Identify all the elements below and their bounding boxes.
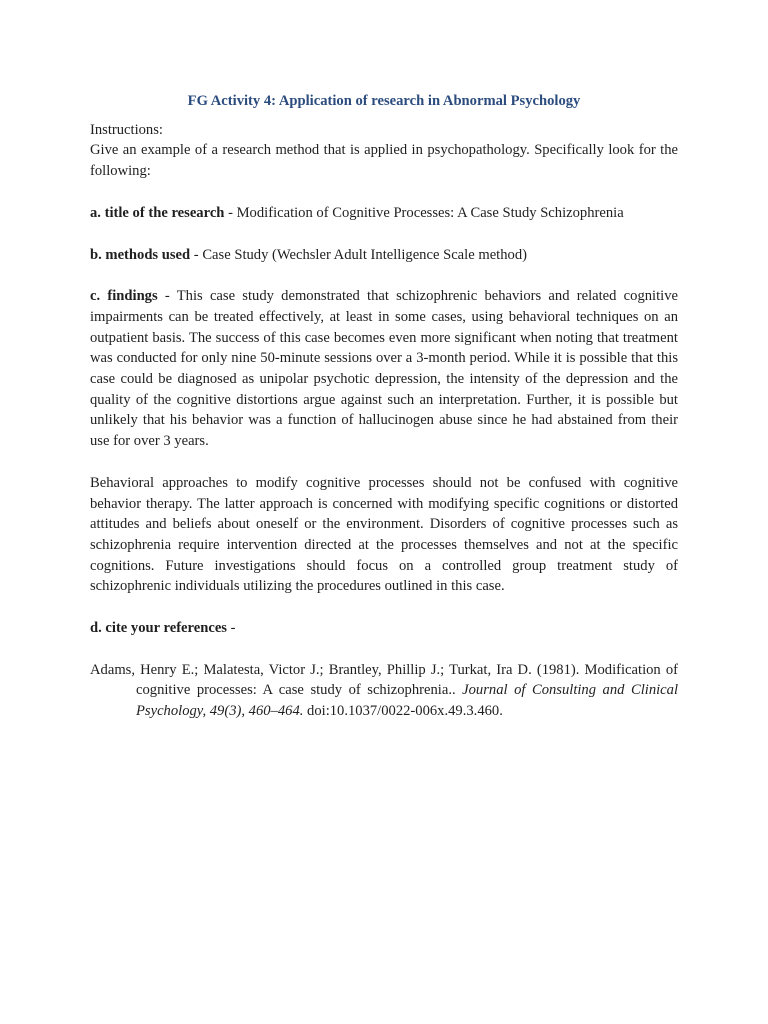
instructions-text: Give an example of a research method that is applied in psychopathology. Specifically look for the following: [90, 142, 678, 180]
item-a-text: - Modification of Cognitive Processes: A Case Study Schizophrenia [224, 204, 624, 221]
reference-journal: Journal of Consulting and Clinical Psychology, 49(3), 460–464. [136, 682, 678, 720]
document-page [90, 91, 678, 722]
item-a [90, 203, 678, 224]
item-b [90, 245, 678, 266]
reference-entry [90, 660, 678, 722]
item-b-text: - Case Study (Wechsler Adult Intelligence Scale method) [190, 246, 527, 263]
document-title: FG Activity 4: Application of research in Abnormal Psychology [187, 93, 581, 109]
reference-doi: doi:10.1037/0022-006x.49.3.460. [303, 703, 503, 720]
item-c-label: c. findings [90, 288, 158, 305]
reference-authors-title: Adams, Henry E.; Malatesta, Victor J.; Brantley, Phillip J.; Turkat, Ira D. (1981). Modification of cognitive processes: A case study of schizophrenia.. [90, 661, 678, 699]
instructions-heading: Instructions: [90, 121, 163, 138]
item-d [90, 618, 678, 639]
item-c [90, 286, 678, 452]
item-c-text: - This case study demonstrated that schizophrenic behaviors and related cognitive impairments can be treated effectively, at least in some cases, using behavioral techniques on an outpatient basis. The success of this case becomes even more significant when noting that treatment was conducted for only nine 50-minute sessions over a 3-month period. While it is possible that this case could be diagnosed as unipolar psychotic depression, the intensity of the depression and the quality of the cognitive distortions argue against such an interpretation. Further, it is possible but unlikely that his behavior was a function of hallucinogen abuse since he had abstained from their use for over 3 years. [90, 288, 678, 450]
item-a-label: a. title of the research [90, 204, 225, 221]
instructions-section [90, 120, 678, 182]
item-d-label: d. cite your references [90, 620, 227, 637]
item-b-label: b. methods used [90, 246, 191, 263]
item-d-text: - [226, 620, 236, 637]
item-c-paragraph-2: Behavioral approaches to modify cognitive processes should not be confused with cognitive behavior therapy. The latter approach is concerned with modifying specific cognitions or distorted attitudes and beliefs about oneself or the environment. Disorders of cognitive processes such as schizophrenia require intervention directed at the processes themselves and not at the specific cognitions. Future investigations should focus on a controlled group treatment study of schizophrenic individuals utilizing the procedures outlined in this case. [90, 474, 678, 595]
